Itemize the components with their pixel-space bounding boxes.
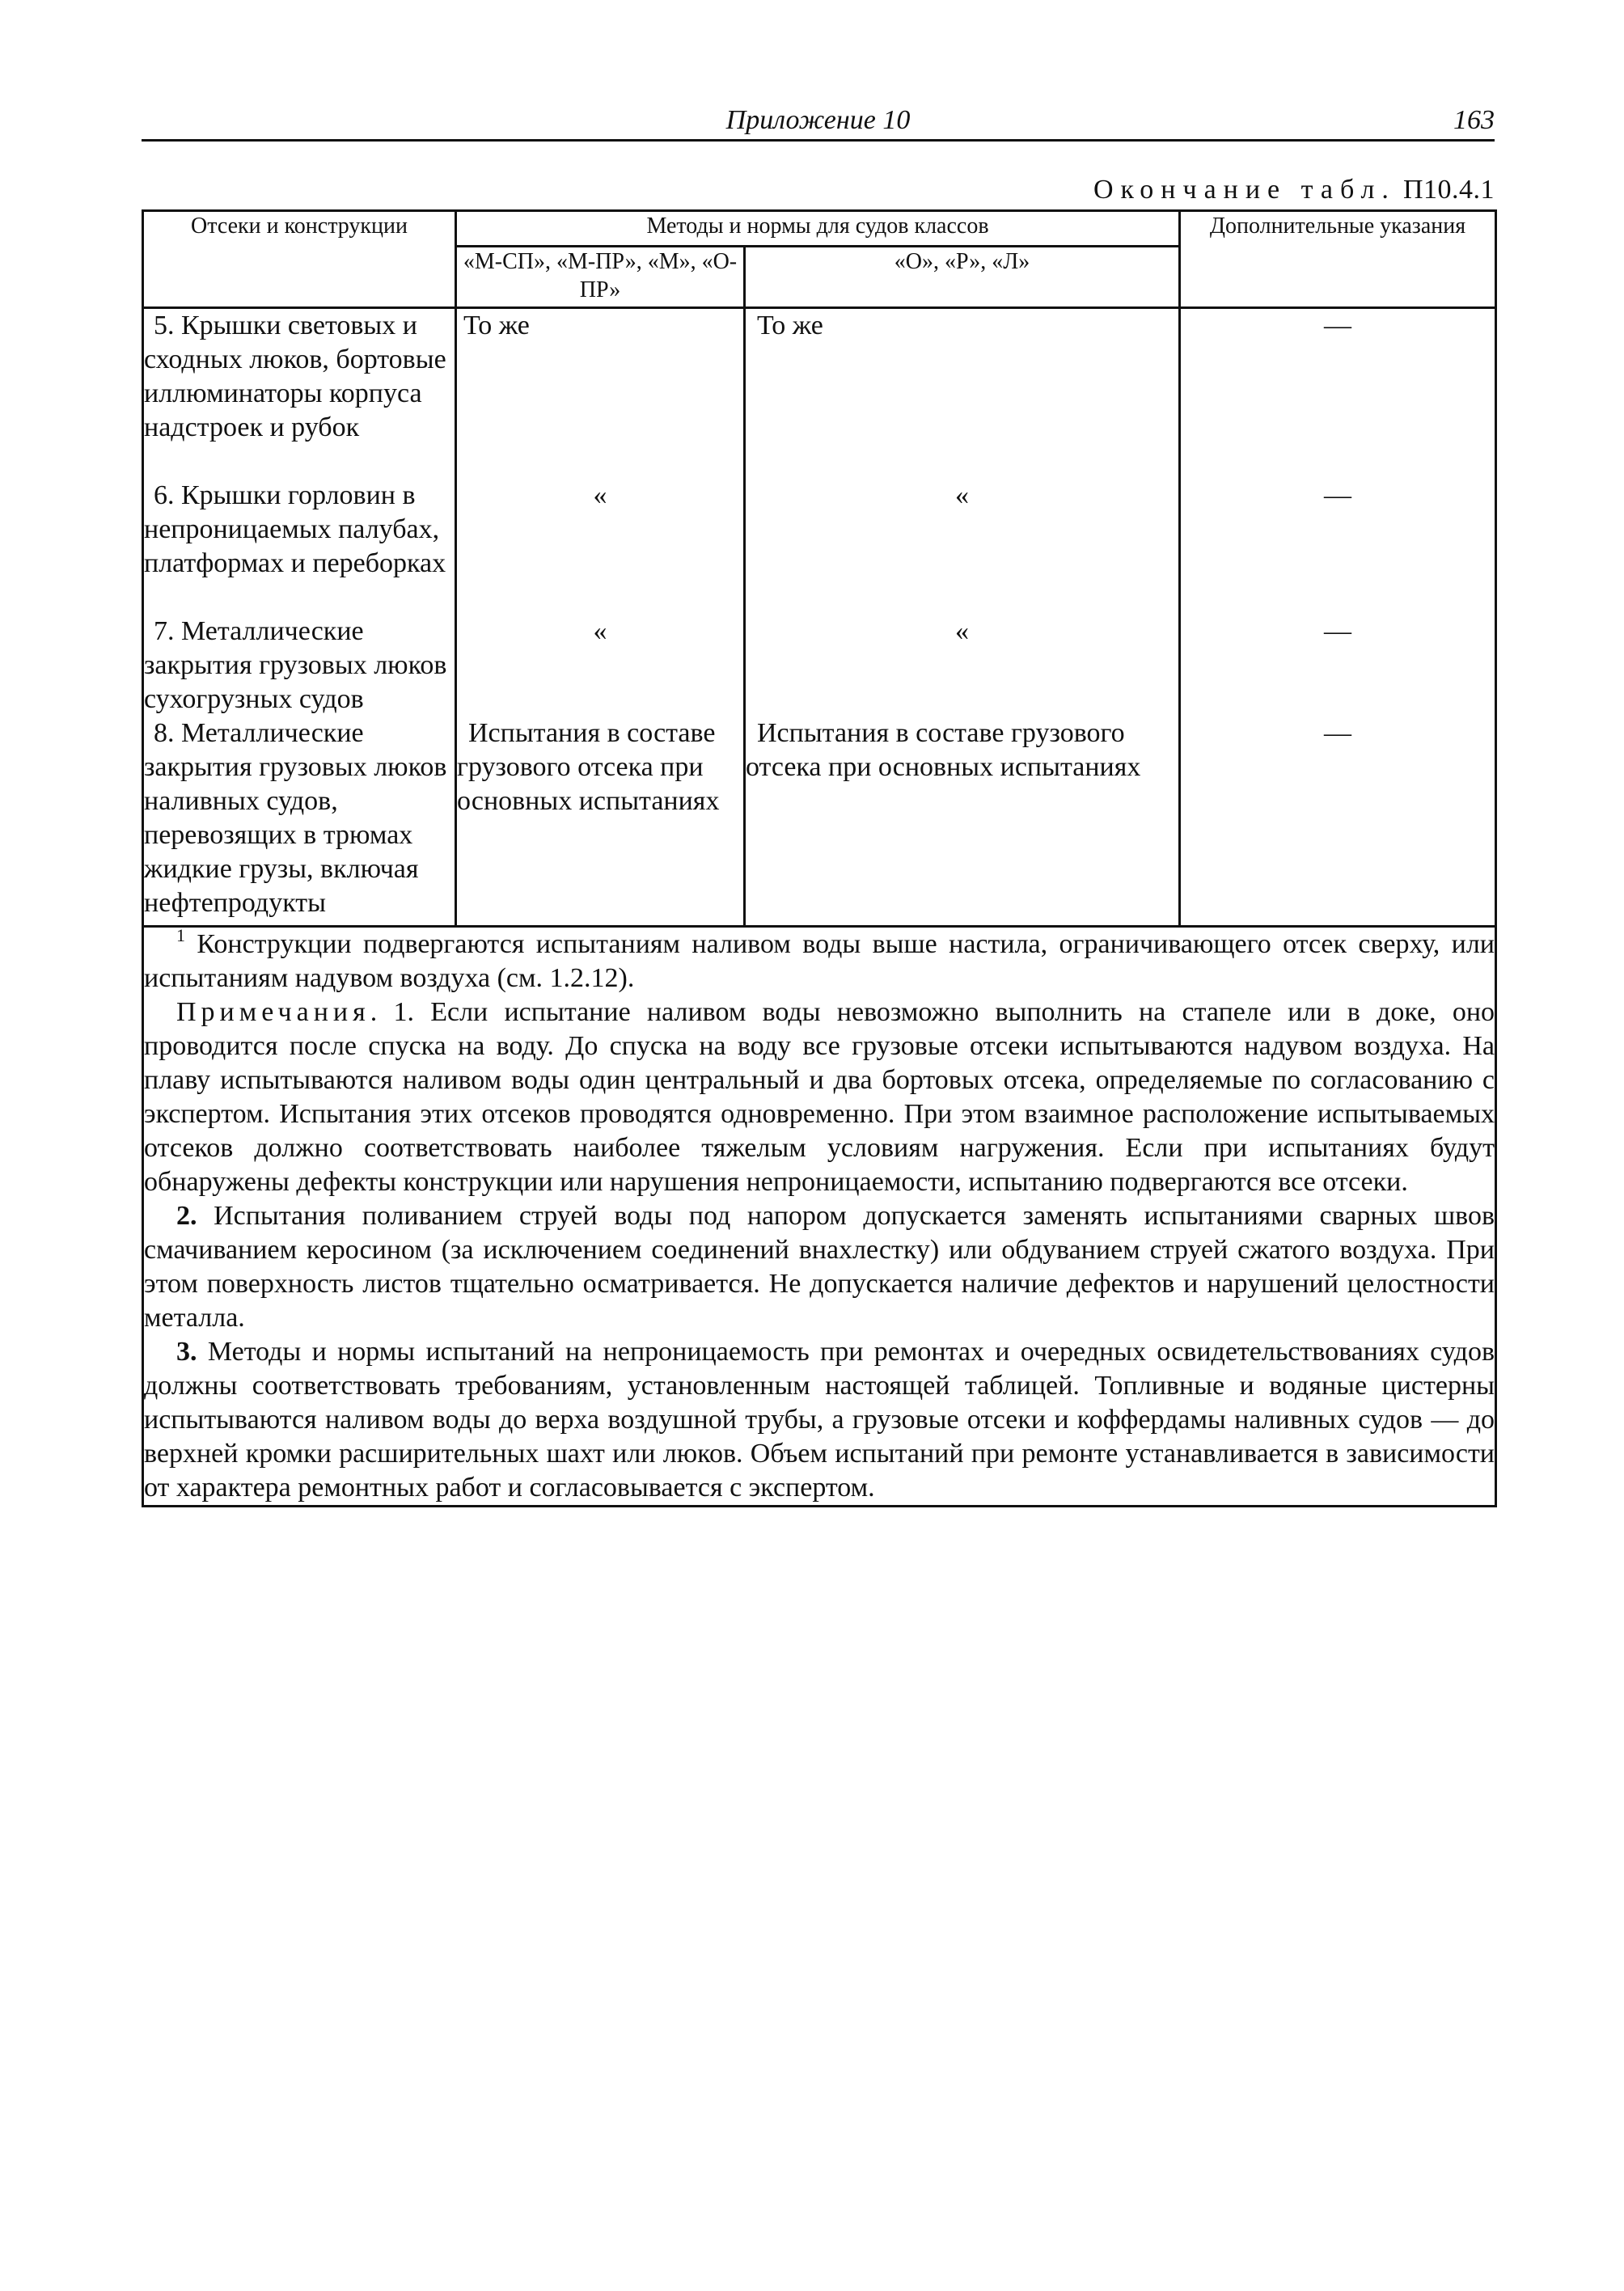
row-6-note: — [1324,480,1351,510]
note-2-number: 2. [176,1201,197,1231]
row-item-5: 5. Крышки световых и сходных люков, бортовые иллюминаторы корпуса надстроек и рубок [144,311,446,442]
table-caption [1093,175,1495,205]
row-8-o-value: Испытания в составе грузового отсека при основных испытаниях [746,718,1141,782]
running-head [142,105,1495,142]
row-7-o-ditto: « [955,616,969,646]
tests-table [142,209,1497,1507]
notes-cell [1180,308,1496,927]
running-title: Приложение 10 [725,105,911,135]
footnote [144,925,1495,995]
row-6-m-ditto: « [593,480,607,510]
row-8-m-value: Испытания в составе грузового отсека при основных испытаниях [457,718,720,816]
col-header-notes: Дополнительные указания [1180,211,1496,308]
note-1: Примечания. 1. Если испытание наливом воды невозможно выполнить на стапеле или в доке, оно проводится после спуска на воду. До спуска на воду все грузовые отсеки испытываются надувом воздуха. На плаву испытываются наливом воды один центральный и два бортовых отсека, определяемые по согласованию с экспертом. Испытания этих отсеков проводятся одновременно. При этом взаимное расположение испытываемых отсеков должно соответствовать наиболее тяжелым условиям нагружения. Если при испытаниях будут обнаружены дефекты конструкции или нарушения непроницаемости, испытанию подвергаются все отсеки. [144,997,1495,1197]
note-3-number: 3. [176,1337,197,1367]
note-1-text: Если испытание наливом воды невозможно выполнить на стапеле или в доке, оно проводится после спуска на воду. До спуска на воду все грузовые отсеки испытываются надувом воздуха. На плаву испытываются наливом воды один центральный и два бортовых отсека, определяемые по согласованию с экспертом. Испытания этих отсеков проводятся одновременно. При этом взаимное расположение испытываемых отсеков должно соответствовать наиболее тяжелым условиям нагружения. Если при испытаниях будут обнаружены дефекты конструкции или нарушения непроницаемости, испытанию подвергаются все отсеки. [144,997,1495,1197]
row-5-m-value: То же [463,311,530,340]
notes-label: Примечания [176,997,370,1027]
classes-m-cell [456,308,745,927]
row-7-m-ditto: « [593,616,607,646]
row-item-8: 8. Металлические закрытия грузовых люков наливных судов, перевозящих в трюмах жидкие грузы, включая нефтепродукты [144,718,447,918]
compartments-cell [143,308,456,927]
note-3-text: Методы и нормы испытаний на непроницаемость при ремонтах и очередных освидетельствованиях судов должны соответствовать требованиям, установленным настоящей таблицей. Топливные и водяные цистерны испытываются наливом воды до верха воздушной трубы, а грузовые отсеки и коффердамы наливных судов — до верхней кромки расширительных шахт или люков. Объем испытаний при ремонте устанавливается в зависимости от характера ремонтных работ и согласовывается с экспертом. [144,1337,1495,1503]
row-5-note: — [1324,311,1351,340]
row-5-o-value: То же [757,311,823,340]
row-item-6: 6. Крышки горловин в непроницаемых палубах, платформах и переборках [144,480,446,578]
notes-block [143,927,1496,1507]
row-7-note: — [1324,616,1351,646]
col-header-compartments: Отсеки и конструкции [143,211,456,308]
note-3 [144,1335,1495,1505]
footnote-mark: 1 [176,925,185,945]
row-8-note: — [1324,718,1351,748]
note-1-number: 1. [393,997,414,1027]
col-header-classes-m: «М-СП», «М-ПР», «М», «О-ПР» [456,247,745,308]
page-number: 163 [1453,105,1495,135]
caption-prefix: Окончание табл. [1093,175,1396,205]
col-header-classes-o: «О», «Р», «Л» [745,247,1180,308]
note-2 [144,1199,1495,1335]
row-item-7: 7. Металлические закрытия грузовых люков сухогрузных судов [144,616,447,714]
note-2-text: Испытания поливанием струей воды под напором допускается заменять испытаниями сварных швов смачиванием керосином (за исключением соединений внахлестку) или обдуванием струей сжатого воздуха. При этом поверхность листов тщательно осматривается. Не допускается наличие дефектов и нарушений целостности металла. [144,1201,1495,1333]
footnote-text: Конструкции подвергаются испытаниям наливом воды выше настила, ограничивающего отсек сверху, или испытаниям надувом воздуха (см. 1.2.12). [144,929,1495,993]
row-6-o-ditto: « [955,480,969,510]
caption-number: П10.4.1 [1402,175,1495,205]
classes-o-cell [745,308,1180,927]
col-header-methods-group: Методы и нормы для судов классов [456,211,1180,247]
